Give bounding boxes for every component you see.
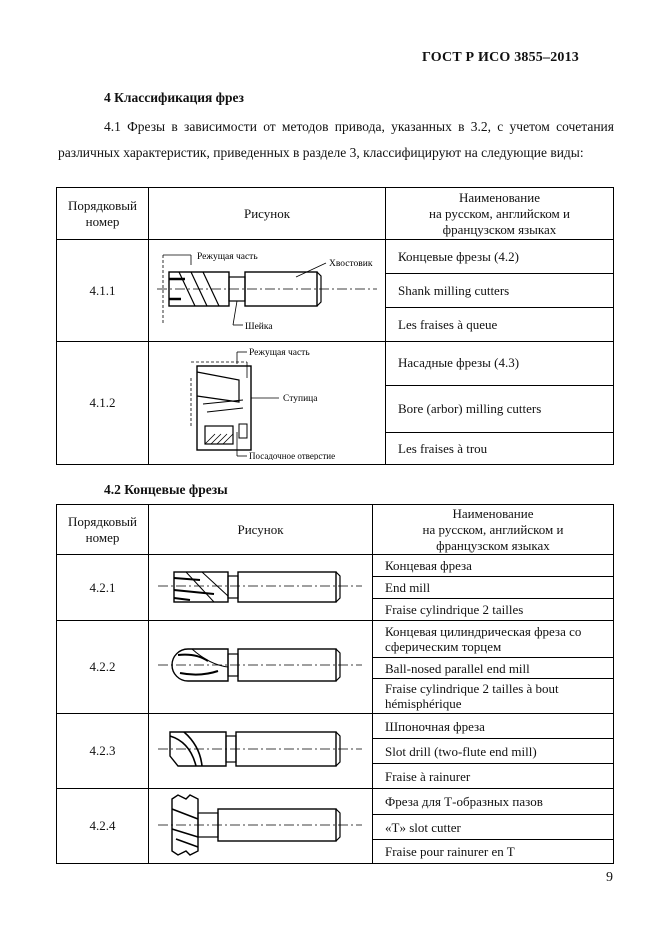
name-ru: Концевая фреза [373, 555, 614, 577]
column-figure-header: Рисунок [149, 188, 386, 240]
column-name-line2: на русском, английском и [429, 205, 570, 221]
table-row [57, 555, 614, 577]
column-name-line2: на русском, английском и [422, 521, 564, 537]
name-fr: Fraise cylindrique 2 tailles [373, 599, 614, 621]
figure-shank-cutter [149, 240, 386, 342]
callout-cutting: Режущая часть [249, 348, 310, 358]
row-number: 4.2.3 [57, 714, 149, 789]
callout-hub: Ступица [283, 394, 318, 404]
table-row [57, 621, 614, 658]
name-fr: Les fraises à queue [386, 308, 614, 342]
column-number-header: Порядковый номер [57, 188, 149, 240]
table-header-row [57, 188, 614, 240]
column-name-line3: французском языках [442, 221, 557, 237]
column-name-header [373, 505, 614, 555]
name-fr: Les fraises à trou [386, 433, 614, 465]
table-header-row [57, 505, 614, 555]
section-4-paragraph: 4.1 Фрезы в зависимости от методов привода, указанных в 3.2, с учетом сочетания различных характеристик, приведенных в разделе 3, классифицируют на следующие виды: [58, 119, 614, 160]
name-en: «T» slot cutter [373, 814, 614, 840]
table-row [57, 240, 614, 274]
column-figure-header: Рисунок [149, 505, 373, 555]
table-row [57, 714, 614, 739]
figure-end-mill [149, 555, 373, 621]
name-en: End mill [373, 577, 614, 599]
name-fr: Fraise pour rainurer en T [373, 840, 614, 864]
slot-drill-drawing [156, 716, 366, 782]
row-number: 4.2.2 [57, 621, 149, 714]
ball-nose-mill-drawing [156, 623, 366, 707]
figure-ball-nose-mill [149, 621, 373, 714]
figure-bore-cutter [149, 342, 386, 465]
name-en: Bore (arbor) milling cutters [386, 385, 614, 433]
bore-cutter-drawing [151, 342, 383, 460]
name-fr: Fraise cylindrique 2 tailles à bout hémisphérique [373, 679, 614, 714]
callout-bore: Посадочное отверстие [249, 451, 336, 460]
classification-table [56, 187, 614, 465]
figure-slot-drill [149, 714, 373, 789]
name-ru: Шпоночная фреза [373, 714, 614, 739]
section-4-2-title: 4.2 Концевые фрезы [104, 482, 228, 497]
column-name-header [386, 188, 614, 240]
section-4-title: 4 Классификация фрез [104, 90, 244, 105]
name-ru: Насадные фрезы (4.3) [386, 342, 614, 386]
row-number: 4.2.4 [57, 789, 149, 864]
end-mill-drawing [156, 556, 366, 616]
name-ru: Фреза для Т-образных пазов [373, 789, 614, 815]
shank-cutter-drawing [151, 241, 383, 337]
figure-t-slot-cutter [149, 789, 373, 864]
column-name-line1: Наименование [459, 189, 540, 205]
row-number: 4.2.1 [57, 555, 149, 621]
row-number: 4.1.2 [57, 342, 149, 465]
callout-neck: Шейка [245, 321, 273, 332]
name-en: Ball-nosed parallel end mill [373, 658, 614, 679]
column-name-line3: французском языках [436, 537, 550, 553]
table-row [57, 789, 614, 815]
column-number-header: Порядковый номер [57, 505, 149, 555]
t-slot-cutter-drawing [156, 789, 366, 859]
end-mills-table [56, 504, 614, 864]
standard-header: ГОСТ Р ИСО 3855–2013 [421, 50, 579, 65]
table-row [57, 342, 614, 386]
column-name-line1: Наименование [452, 505, 534, 521]
callout-shank: Хвостовик [329, 258, 373, 269]
page-number: 9 [606, 870, 613, 885]
name-ru: Концевая цилиндрическая фреза со сферическим торцем [373, 621, 614, 658]
row-number: 4.1.1 [57, 240, 149, 342]
name-en: Shank milling cutters [386, 274, 614, 308]
name-fr: Fraise à rainurer [373, 764, 614, 789]
name-en: Slot drill (two-flute end mill) [373, 739, 614, 764]
callout-cutting: Режущая часть [197, 251, 258, 262]
name-ru: Концевые фрезы (4.2) [386, 240, 614, 274]
